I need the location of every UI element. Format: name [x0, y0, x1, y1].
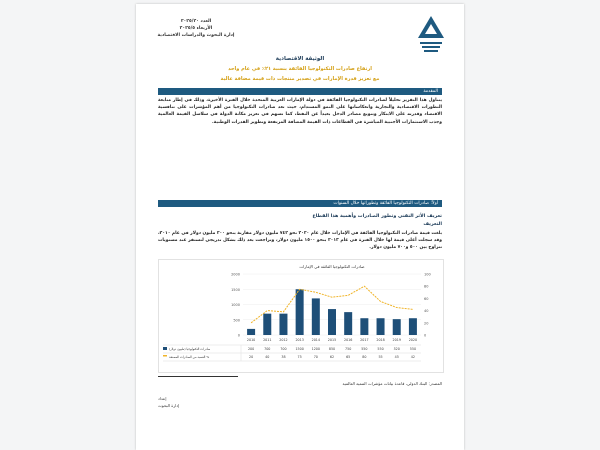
x-tick-label: 2011 — [263, 338, 272, 342]
x-tick-label: 2017 — [360, 338, 369, 342]
x-tick-label: 2018 — [376, 338, 385, 342]
y2-tick-label: 20 — [424, 321, 429, 326]
table-cell: 1200 — [311, 347, 321, 351]
table-cell: 65 — [346, 355, 351, 359]
legend-label: النسبة من الصادرات المصنعة % — [169, 355, 210, 359]
footnote: المصدر: البنك الدولي، قاعدة بيانات مؤشرات التنمية العالمية — [342, 381, 442, 386]
y-tick-label: 2000 — [231, 272, 240, 277]
footer-line: إدارة البحوث — [158, 403, 180, 408]
issue-number: العدد ٢٠٢٥/٢٠ — [180, 19, 212, 24]
table-cell: 550 — [377, 347, 384, 351]
section-bar: أولاً: صادرات التكنولوجيا الفائقة وتطوراتها خلال السنوات — [158, 200, 442, 207]
bar — [393, 319, 401, 335]
document-page — [136, 4, 464, 450]
bar — [247, 329, 255, 335]
subsection-title: تعريف الأثر التقني وتطور الصادرات وأهمية هذا القطاع — [312, 214, 442, 219]
page-title: الوثيقة الاقتصادية — [275, 56, 325, 62]
section-bar-intro: المقدمة — [158, 88, 442, 95]
bar — [377, 318, 385, 335]
y2-tick-label: 100 — [424, 272, 431, 277]
x-tick-label: 2016 — [343, 338, 353, 342]
x-tick-label: 2015 — [327, 338, 337, 342]
table-cell: 45 — [394, 355, 399, 359]
table-cell: 70 — [313, 355, 318, 359]
subtitle: ارتفاع صادرات التكنولوجيا الفائقة بنسبة ٢١٪ في عام واحد — [228, 66, 372, 72]
legend-label: صادرات التكنولوجيا (مليون دولار) — [169, 347, 211, 351]
table-cell: 750 — [345, 347, 352, 351]
table-cell: 42 — [410, 355, 416, 359]
issue-meta — [156, 18, 236, 39]
x-tick-label: 2014 — [311, 338, 321, 342]
y2-tick-label: 80 — [424, 284, 429, 289]
chart-svg — [159, 260, 443, 372]
table-cell: 700 — [264, 347, 271, 351]
table-cell: 520 — [393, 347, 400, 351]
y-tick-label: 500 — [233, 318, 240, 323]
table-cell: 20 — [248, 355, 254, 359]
y-tick-label: 1000 — [231, 303, 240, 307]
y2-tick-label: 0 — [424, 333, 427, 338]
bar — [312, 298, 320, 335]
table-cell: 1500 — [295, 347, 304, 351]
legend-swatch — [163, 347, 167, 350]
logo-icon — [416, 14, 446, 56]
x-tick-label: 2013 — [295, 338, 304, 342]
table-cell: 700 — [280, 347, 287, 351]
bar — [328, 309, 336, 335]
footnote-divider — [158, 376, 238, 377]
y2-tick-label: 60 — [424, 296, 429, 301]
legend-swatch — [163, 355, 167, 357]
footer-line: إعداد — [158, 396, 167, 401]
table-cell: 200 — [247, 347, 255, 351]
y-tick-label: 0 — [237, 333, 240, 338]
subtitle: مع تعزيز قدرة الإمارات في تصدير منتجات ذات قيمة مضافة عالية — [220, 76, 380, 82]
bar — [263, 314, 271, 335]
subsection-label: التعريف — [423, 222, 442, 227]
table-cell: 75 — [297, 355, 302, 359]
bar — [296, 289, 304, 335]
x-tick-label: 2019 — [392, 338, 401, 342]
table-cell: 55 — [378, 355, 383, 359]
table-cell: 550 — [361, 347, 368, 351]
table-cell: 38 — [281, 355, 286, 359]
chart-title: صادرات التكنولوجيا الفائقة في الإمارات — [299, 264, 365, 269]
table-cell: 62 — [329, 355, 335, 359]
chart — [158, 259, 444, 373]
bar — [279, 314, 287, 335]
table-cell: 40 — [265, 355, 270, 359]
body-paragraph: بلغت قيمة صادرات التكنولوجيا الفائقة في الإمارات خلال عام ٢٠٢٠ نحو ٧٤٢ مليون دولار مقارنة بنحو ٢٠٠ مليون دولار في عام ٢٠١٠، وقد سجلت أعلى قيمة لها خلال الفترة في عام ٢٠١٣ بنحو ١٥٠٠ مليون دولار، وتراجعت بعد ذلك بشكل تدريجي لتستقر عند مستويات تتراوح بين ٥٠٠ و٧٠٠ مليون دولار. — [158, 231, 442, 251]
issue-date: الأربعاء ٢٠٢٥/٥ — [179, 26, 213, 31]
table-cell: 850 — [328, 347, 336, 351]
x-tick-label: 2010 — [246, 338, 256, 342]
x-tick-label: 2020 — [408, 338, 418, 342]
table-cell: 80 — [362, 355, 367, 359]
bar — [344, 312, 352, 335]
department: إدارة البحوث والدراسات الاقتصادية — [157, 33, 235, 38]
table-cell: 550 — [409, 347, 417, 351]
y-tick-label: 1500 — [231, 287, 240, 292]
intro-paragraph: يتناول هذا التقرير تحليلاً لصادرات التكنولوجيا الفائقة في دولة الإمارات العربية المتحدة خلال الفترة الأخيرة، وذلك في إطار متابعة التطورات الاقتصادية والتجارية وانعكاساتها على النمو المستدام، حيث تعد صادرات التكنولوجيا من أهم المؤشرات على تنافسية الاقتصاد وقدرته على الابتكار وتنويع مصادر الدخل بعيداً عن النفط، كما تسهم في تعزيز مكانة الدولة في سلاسل القيمة العالمية وجذب الاستثمارات الأجنبية المباشرة في القطاعات ذات القيمة المضافة المرتفعة وتطوير القدرات الوطنية. — [158, 98, 442, 125]
y2-tick-label: 40 — [424, 309, 429, 314]
x-tick-label: 2012 — [279, 338, 288, 342]
bar — [360, 318, 368, 335]
bar — [409, 318, 417, 335]
